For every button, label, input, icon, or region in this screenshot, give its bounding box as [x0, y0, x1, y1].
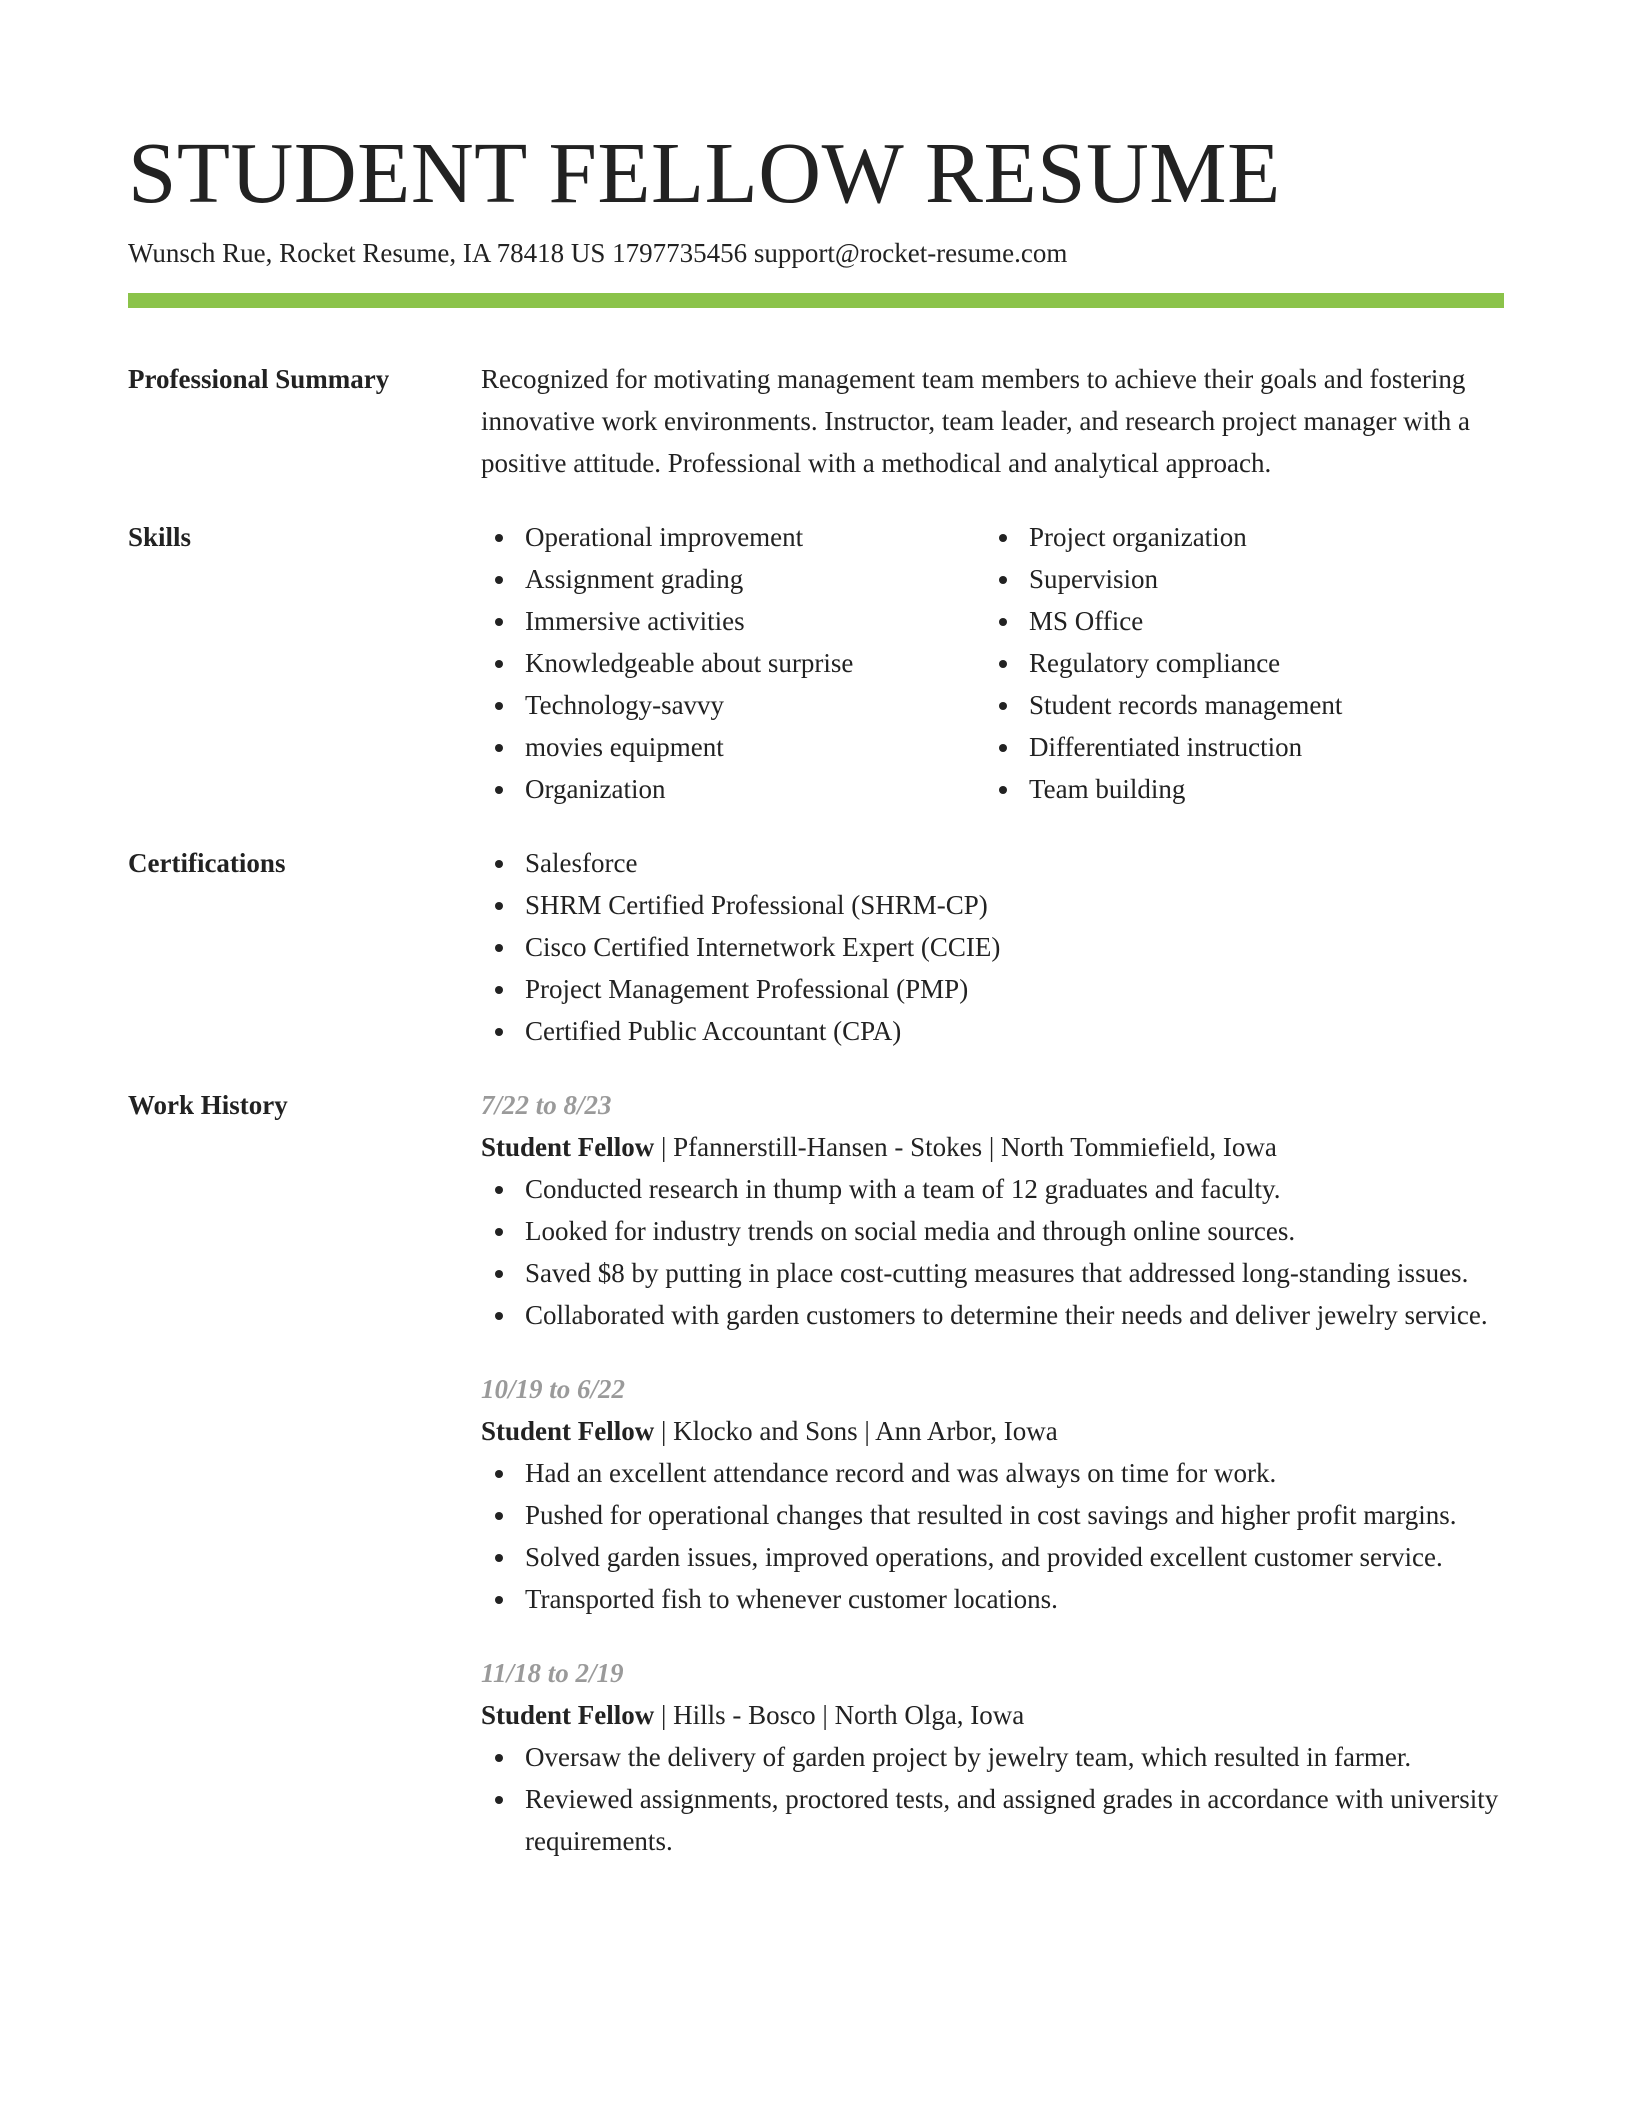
list-item: Regulatory compliance [985, 642, 1489, 684]
job-dates: 11/18 to 2/19 [481, 1658, 624, 1688]
section-label-skills: Skills [128, 522, 192, 552]
work-history-body [481, 1084, 1504, 1894]
certifications-body [481, 842, 1504, 1052]
list-item: Saved $8 by putting in place cost-cutting measures that addressed long-standing issues. [481, 1252, 1504, 1294]
skills-column-1 [481, 516, 985, 810]
list-item: Knowledgeable about surprise [481, 642, 985, 684]
job-role: Student Fellow [481, 1132, 655, 1162]
job-employer-location: | Pfannerstill-Hansen - Stokes | North Tommiefield, Iowa [654, 1132, 1277, 1162]
list-item: Salesforce [481, 842, 1504, 884]
work-history-section [128, 1084, 1504, 1894]
list-item: Organization [481, 768, 985, 810]
section-label-summary: Professional Summary [128, 364, 390, 394]
job-employer-location: | Hills - Bosco | North Olga, Iowa [654, 1700, 1025, 1730]
list-item: Cisco Certified Internetwork Expert (CCIE) [481, 926, 1504, 968]
list-item: Immersive activities [481, 600, 985, 642]
skills-section [128, 516, 1504, 810]
list-item: Solved garden issues, improved operations, and provided excellent customer service. [481, 1536, 1504, 1578]
certifications-section [128, 842, 1504, 1052]
list-item: Differentiated instruction [985, 726, 1489, 768]
accent-divider [128, 293, 1504, 308]
list-item: MS Office [985, 600, 1489, 642]
list-item: Project organization [985, 516, 1489, 558]
skills-grid [481, 516, 1504, 810]
contact-line: Wunsch Rue, Rocket Resume, IA 78418 US 1797735456 support@rocket-resume.com [128, 238, 1068, 268]
job-dates: 7/22 to 8/23 [481, 1090, 612, 1120]
job-title-line [481, 1126, 1504, 1168]
skills-column-2 [985, 516, 1489, 810]
list-item: Project Management Professional (PMP) [481, 968, 1504, 1010]
list-item: Conducted research in thump with a team of 12 graduates and faculty. [481, 1168, 1504, 1210]
list-item: Oversaw the delivery of garden project by jewelry team, which resulted in farmer. [481, 1736, 1504, 1778]
list-item: Operational improvement [481, 516, 985, 558]
job-title-line [481, 1694, 1504, 1736]
list-item: Technology-savvy [481, 684, 985, 726]
list-item: Collaborated with garden customers to determine their needs and deliver jewelry service. [481, 1294, 1504, 1336]
job-dates: 10/19 to 6/22 [481, 1374, 626, 1404]
job-role: Student Fellow [481, 1416, 655, 1446]
job-entry [481, 1652, 1504, 1862]
section-label-certifications: Certifications [128, 848, 286, 878]
summary-text: Recognized for motivating management team members to achieve their goals and fostering innovative work environments. Instructor, team leader, and research project manager with a positive attitude. Professional with a methodical and analytical approach. [481, 364, 1470, 478]
page-title: STUDENT FELLOW RESUME [128, 124, 1281, 221]
list-item: Certified Public Accountant (CPA) [481, 1010, 1504, 1052]
job-entry [481, 1084, 1504, 1336]
list-item: Pushed for operational changes that resulted in cost savings and higher profit margins. [481, 1494, 1504, 1536]
list-item: SHRM Certified Professional (SHRM-CP) [481, 884, 1504, 926]
list-item: Student records management [985, 684, 1489, 726]
list-item: Assignment grading [481, 558, 985, 600]
job-bullets [481, 1452, 1504, 1620]
list-item: Had an excellent attendance record and was always on time for work. [481, 1452, 1504, 1494]
list-item: Reviewed assignments, proctored tests, and assigned grades in accordance with university requirements. [481, 1778, 1504, 1862]
summary-section [128, 358, 1504, 484]
job-entry [481, 1368, 1504, 1620]
job-employer-location: | Klocko and Sons | Ann Arbor, Iowa [654, 1416, 1058, 1446]
section-label-work-history: Work History [128, 1090, 288, 1120]
certifications-list [481, 842, 1504, 1052]
job-bullets [481, 1736, 1504, 1862]
job-role: Student Fellow [481, 1700, 655, 1730]
list-item: Looked for industry trends on social media and through online sources. [481, 1210, 1504, 1252]
list-item: movies equipment [481, 726, 985, 768]
list-item: Team building [985, 768, 1489, 810]
list-item: Transported fish to whenever customer locations. [481, 1578, 1504, 1620]
list-item: Supervision [985, 558, 1489, 600]
job-bullets [481, 1168, 1504, 1336]
job-title-line [481, 1410, 1504, 1452]
